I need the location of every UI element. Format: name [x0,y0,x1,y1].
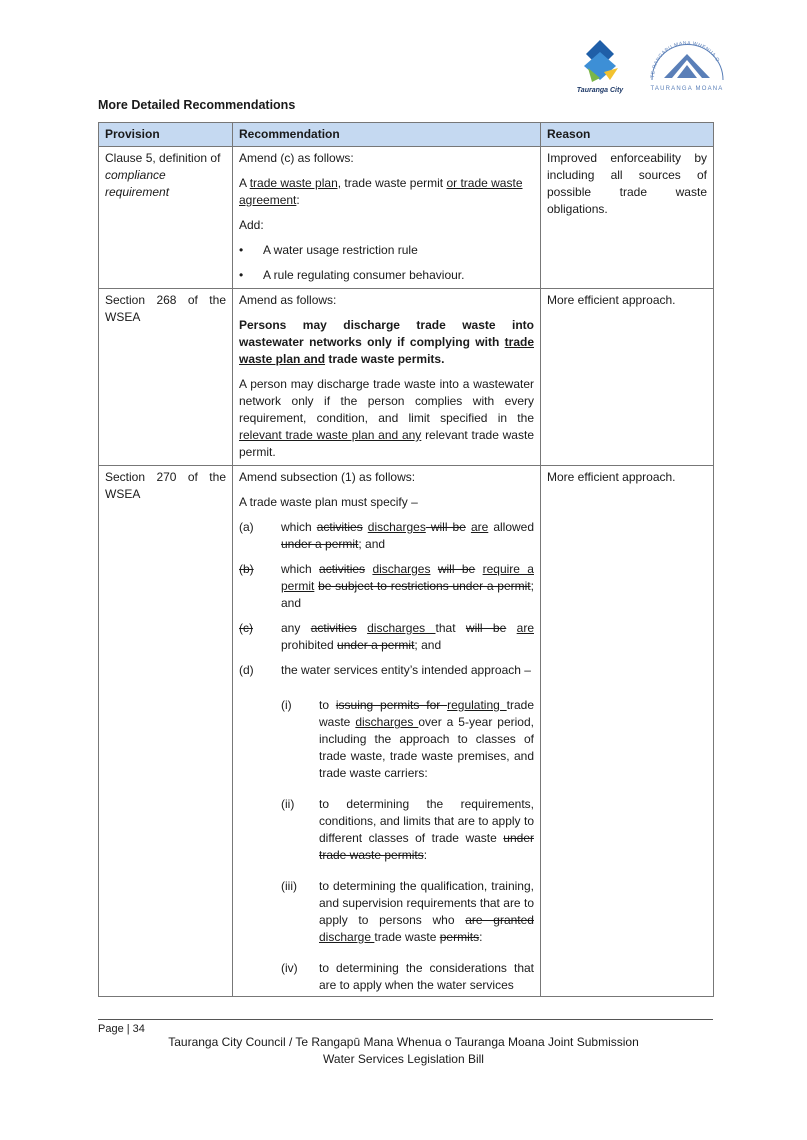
list-item: • A rule regulating consumer behaviour. [239,268,465,282]
rec-intro: Amend as follows: [239,293,337,307]
footer-line-1: Tauranga City Council / Te Rangapū Mana Whenua o Tauranga Moana Joint Submission [168,1035,639,1049]
provision-defined-term: compliance requirement [105,168,170,199]
table-row [99,466,714,997]
tauranga-city-logo [570,38,630,96]
list-item: (a) which activities discharges will be are allowed under a permit; and [239,520,535,551]
reason-cell: Improved enforceability by including all sources of possible trade waste obligations. [541,147,714,289]
table-row [99,147,714,289]
provision-cell [99,147,233,289]
provision-text: Clause 5, definition of [105,151,221,165]
section-heading: More Detailed Recommendations [98,98,296,112]
list-item: (iii) to determining the qualification, training, and supervision requirements that are to apply to persons who are granted discharge trade waste permits: [281,879,534,944]
list-item: (b) which activities discharges will be require a permit be subject to restrictions under a permit; and [239,562,534,610]
header-reason: Reason [541,123,714,147]
reason-cell: More efficient approach. [541,466,714,997]
rec-add: Add: [239,218,264,232]
rec-lead: A trade waste plan must specify – [239,495,418,509]
bullet-icon: • [239,243,244,257]
mana-whenua-logo-text: TAURANGA MOANA [650,86,724,92]
mana-whenua-logo [640,38,735,96]
page-number: Page | 34 [98,1023,145,1035]
recommendation-cell [233,289,541,466]
footer-divider [98,1019,713,1020]
list-item: (iv) to determining the considerations that are to apply when the water services [281,961,534,992]
mana-whenua-logo-arc-text: TE RANGAPU MANA WHENUA O [649,40,721,79]
list-item: • A water usage restriction rule [239,243,418,257]
recommendations-table [98,122,714,997]
list-item: (ii) to determining the requirements, conditions, and limits that are to apply to different classes of trade waste under trade waste permits: [281,797,534,862]
reason-cell: More efficient approach. [541,289,714,466]
rec-intro: Amend (c) as follows: [239,151,354,165]
provision-cell: Section 268 of the WSEA [99,289,233,466]
logos [570,38,740,96]
rec-bold-heading: Persons may discharge trade waste into wastewater networks only if complying with trade waste plan and trade waste permits. [239,318,534,366]
recommendation-cell [233,466,541,997]
rec-amended-text: A trade waste plan, trade waste permit or trade waste agreement: [239,176,523,207]
header-recommendation: Recommendation [233,123,541,147]
tauranga-city-logo-text: Tauranga City [576,87,624,94]
bullet-icon: • [239,268,244,282]
table-row [99,289,714,466]
list-item: (d) the water services entity’s intended approach – (i) to issuing permits for regulating trade waste discharges over a 5-year period, including the approach to classes of trade waste, trade waste premises, and trade waste carriers: (ii) to determining the requirements, conditions, and limits that are to apply to different classes of trade waste under trade waste permits: (iii) to determining the qualification, training, and supervision requirements that are to apply to persons who are granted discharge trade waste permits: (iv) to determining the considerations that are to apply when the water services [239,663,535,992]
provision-cell: Section 270 of the WSEA [99,466,233,997]
header-provision: Provision [99,123,233,147]
list-item: (c) any activities discharges that will be are prohibited under a permit; and [239,621,534,652]
footer-line-2: Water Services Legislation Bill [323,1052,484,1066]
table-header-row [99,123,714,147]
recommendation-cell [233,147,541,289]
list-item: (i) to issuing permits for regulating trade waste discharges over a 5-year period, including the approach to classes of trade waste, trade waste premises, and trade waste carriers: [281,698,535,780]
rec-intro: Amend subsection (1) as follows: [239,470,416,484]
rec-body: A person may discharge trade waste into a wastewater network only if the person complies with every requirement, condition, and limit specified in the relevant trade waste plan and any relevant trade waste permit. [239,377,534,459]
